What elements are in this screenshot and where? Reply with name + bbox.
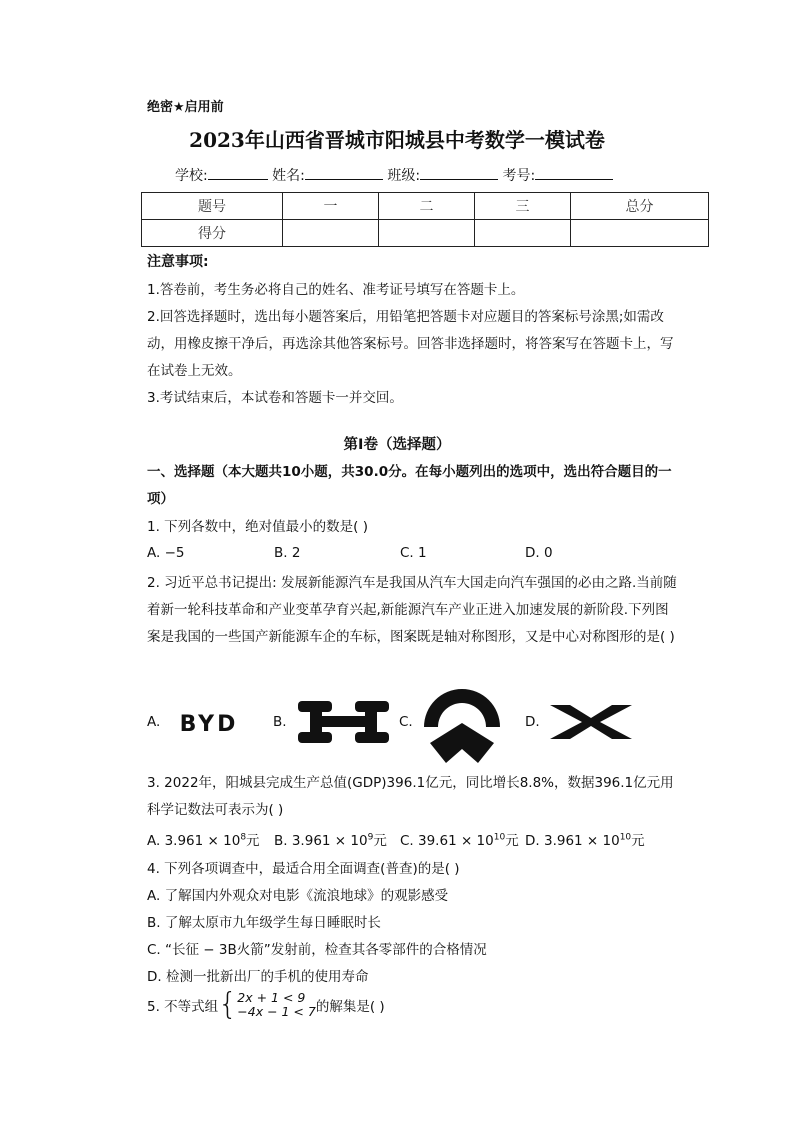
class-blank[interactable]	[420, 165, 498, 180]
score-header-cell: 三	[475, 193, 571, 220]
byd-logo-icon	[170, 710, 248, 736]
school-blank[interactable]	[208, 165, 268, 180]
score-row-label: 得分	[142, 220, 283, 247]
q1-option-a[interactable]: A. −5	[147, 545, 185, 561]
brace-icon: {	[218, 987, 238, 1022]
q1-option-d[interactable]: D. 0	[525, 545, 553, 561]
notice-item: 3.考试结束后，本试卷和答题卡一并交回。	[147, 390, 403, 406]
score-header-cell: 题号	[142, 193, 283, 220]
q5-line1: 2x + 1 < 9	[237, 990, 306, 1005]
score-cell[interactable]	[379, 220, 475, 247]
question-2-stem: 2. 习近平总书记提出: 发展新能源汽车是我国从汽车大国走向汽车强国的必由之路.当前随着新一轮科技革命和产业变革孕育兴起,新能源汽车产业正进入加速发展的新阶段.下列图案是我国的一些国产新能源车企的车标，图案既是轴对称图形，又是中心对称图形的是( )	[147, 575, 677, 645]
notice-heading: 注意事项:	[147, 254, 209, 270]
q5-line2: −4x − 1 < 7	[237, 1004, 316, 1019]
q4-option-d[interactable]: D. 检测一批新出厂的手机的使用寿命	[147, 969, 369, 985]
nio-logo-icon	[420, 683, 504, 765]
score-table-header-row	[142, 193, 709, 220]
score-header-cell: 二	[379, 193, 475, 220]
q5-inequality-system	[237, 991, 316, 1019]
aion-logo-icon	[296, 699, 391, 745]
q1-option-c[interactable]: C. 1	[400, 545, 427, 561]
score-table	[141, 192, 709, 247]
q1-option-b[interactable]: B. 2	[274, 545, 301, 561]
q2-option-d-label[interactable]: D.	[525, 714, 540, 730]
notice-item: 1.答卷前，考生务必将自己的姓名、准考证号填写在答题卡上。	[147, 282, 525, 298]
question-4-stem: 4. 下列各项调查中，最适合用全面调查(普查)的是( )	[147, 861, 460, 877]
info-class-label: 班级:	[387, 168, 421, 184]
q5-prefix: 5. 不等式组	[147, 999, 219, 1015]
confidential-label: 绝密★启用前	[147, 100, 224, 115]
svg-text:BYD: BYD	[179, 712, 239, 736]
q3-option-a[interactable]: A. $3.961 \times 10^8$元	[147, 832, 260, 849]
score-cell[interactable]	[283, 220, 379, 247]
number-blank[interactable]	[535, 165, 613, 180]
notice-item: 2.回答选择题时，选出每小题答案后，用铅笔把答题卡对应题目的答案标号涂黑;如需改动，用橡皮擦干净后，再选涂其他答案标号。回答非选择题时，将答案写在答题卡上，写在试卷上无效。	[147, 309, 674, 379]
question-3-stem: 3. 2022年，阳城县完成生产总值(GDP)396.1亿元，同比增长8.8%，数据396.1亿元用科学记数法可表示为( )	[147, 775, 674, 818]
section-intro: 一、选择题（本大题共10小题，共30.0分。在每小题列出的选项中，选出符合题目的一项）	[147, 464, 672, 507]
score-table-score-row	[142, 220, 709, 247]
score-header-cell: 总分	[571, 193, 709, 220]
q3-option-c[interactable]: C. $39.61 \times 10^{10}$元	[400, 832, 519, 849]
exam-title: 2023年山西省晋城市阳城县中考数学一模试卷	[189, 128, 605, 152]
name-blank[interactable]	[305, 165, 383, 180]
xpeng-logo-icon	[548, 703, 634, 741]
q2-option-b-label[interactable]: B.	[273, 714, 287, 730]
q4-option-a[interactable]: A. 了解国内外观众对电影《流浪地球》的观影感受	[147, 888, 449, 904]
q2-option-a-label[interactable]: A.	[147, 714, 161, 730]
question-1-stem: 1. 下列各数中，绝对值最小的数是( )	[147, 519, 368, 535]
score-cell[interactable]	[571, 220, 709, 247]
q3-option-b[interactable]: B. $3.961 \times 10^9$元	[274, 832, 387, 849]
q4-option-c[interactable]: C. “长征 − 3B火箭”发射前，检查其各零部件的合格情况	[147, 942, 487, 958]
info-school-label: 学校:	[175, 168, 208, 184]
info-number-label: 考号:	[502, 168, 536, 184]
section-heading: 第I卷（选择题）	[343, 437, 451, 453]
q2-option-c-label[interactable]: C.	[399, 714, 413, 730]
score-cell[interactable]	[475, 220, 571, 247]
q5-suffix: 的解集是( )	[315, 999, 385, 1015]
student-info-row	[175, 165, 613, 185]
question-5-stem	[147, 987, 385, 1022]
score-header-cell: 一	[283, 193, 379, 220]
info-name-label: 姓名:	[272, 168, 305, 184]
q4-option-b[interactable]: B. 了解太原市九年级学生每日睡眠时长	[147, 915, 381, 931]
q3-option-d[interactable]: D. $3.961 \times 10^{10}$元	[525, 832, 645, 849]
